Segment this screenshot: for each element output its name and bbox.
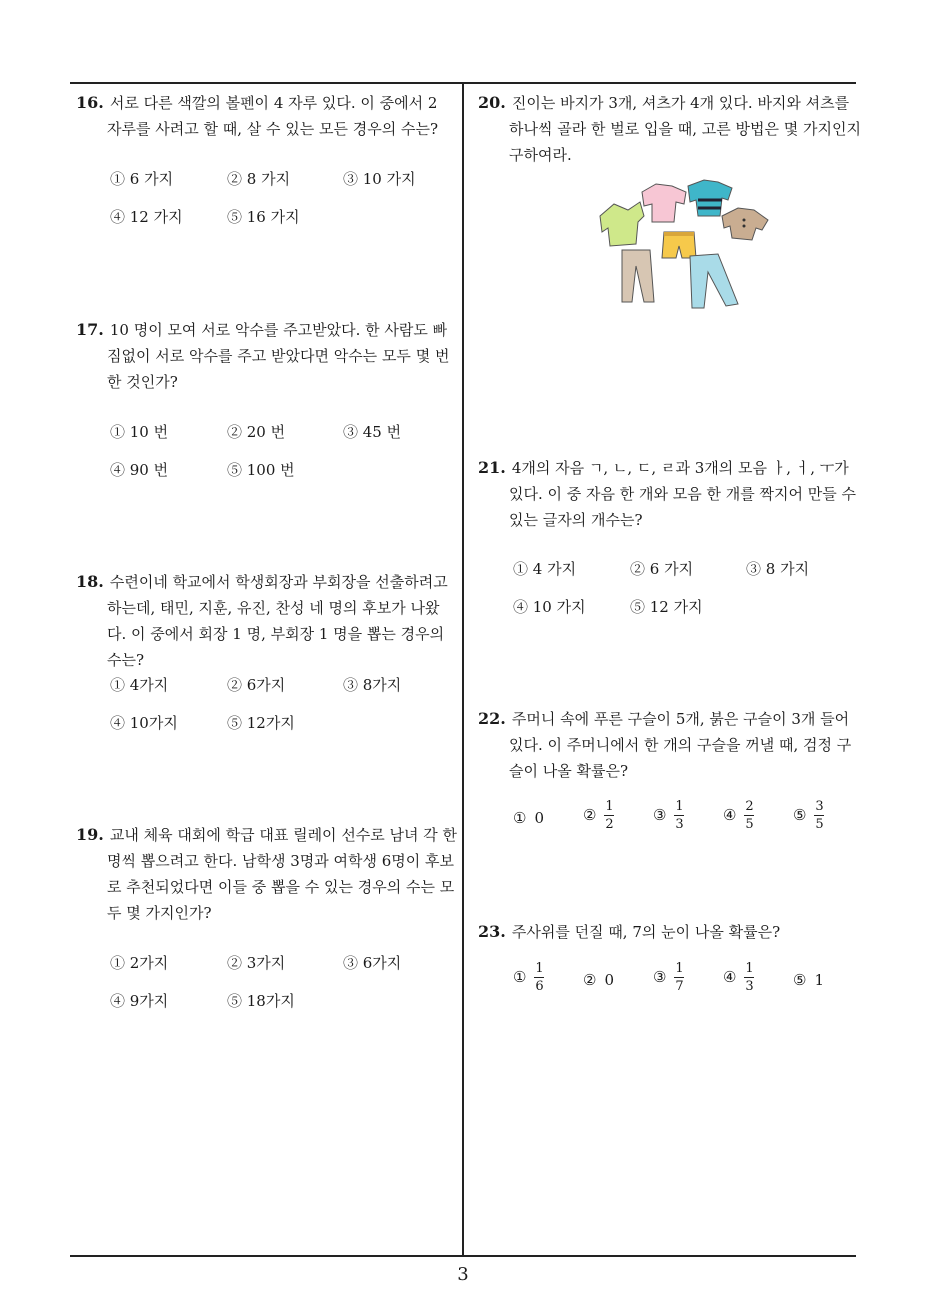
option-4[interactable]: ④ $\frac{1}{3}$: [723, 961, 754, 994]
option-1[interactable]: ① 2가지: [110, 954, 169, 972]
option-3[interactable]: ③ 8 가지: [746, 560, 810, 578]
tan-shirt: [722, 208, 768, 240]
fraction: $\frac{1}{6}$: [535, 961, 544, 994]
blue-pants: [690, 254, 738, 308]
question-17: [76, 317, 456, 395]
option-2[interactable]: ② 6가지: [227, 676, 286, 694]
question-23: [478, 919, 862, 945]
bottom-rule: [70, 1255, 856, 1257]
option-1[interactable]: ① 6 가지: [110, 170, 174, 188]
option-1[interactable]: ① 4가지: [110, 676, 169, 694]
fraction: $\frac{3}{5}$: [815, 799, 824, 832]
option-5[interactable]: ⑤ 1: [793, 971, 824, 989]
question-text: 10 명이 모여 서로 악수를 주고받았다. 한 사람도 빠짐없이 서로 악수를 주고 받았다면 악수는 모두 몇 번 한 것인가?: [107, 321, 450, 391]
option-2[interactable]: ② 3가지: [227, 954, 286, 972]
option-3[interactable]: ③ 45 번: [343, 423, 402, 441]
option-3[interactable]: ③ 6가지: [343, 954, 402, 972]
question-21: [478, 455, 862, 533]
question-18: [76, 569, 458, 673]
option-4[interactable]: ④ 9가지: [110, 992, 169, 1010]
clothes-illustration: [592, 176, 772, 312]
option-3[interactable]: ③ 8가지: [343, 676, 402, 694]
option-5[interactable]: ⑤ 12 가지: [630, 598, 703, 616]
question-number: 19.: [76, 825, 104, 844]
option-4[interactable]: ④ 90 번: [110, 461, 169, 479]
option-2[interactable]: ② 6 가지: [630, 560, 694, 578]
fraction: $\frac{1}{7}$: [675, 961, 684, 994]
option-4[interactable]: ④ 10가지: [110, 714, 178, 732]
question-text: 진이는 바지가 3개, 셔츠가 4개 있다. 바지와 셔츠를 하나씩 골라 한 벌로 입을 때, 고른 방법은 몇 가지인지 구하여라.: [509, 94, 861, 164]
question-19: [76, 822, 458, 926]
question-number: 16.: [76, 93, 104, 112]
option-4[interactable]: ④ $\frac{2}{5}$: [723, 799, 754, 832]
question-text: 서로 다른 색깔의 볼펜이 4 자루 있다. 이 중에서 2 자루를 사려고 할 때, 살 수 있는 모든 경우의 수는?: [107, 94, 439, 138]
page-number: 3: [457, 1264, 469, 1285]
option-2[interactable]: ② $\frac{1}{2}$: [583, 799, 614, 832]
tan-pants: [622, 250, 654, 302]
question-20: [478, 90, 862, 168]
fraction: $\frac{1}{3}$: [745, 961, 754, 994]
option-3[interactable]: ③ 10 가지: [343, 170, 416, 188]
question-text: 주사위를 던질 때, 7의 눈이 나올 확률은?: [511, 923, 781, 941]
blue-shirt: [688, 180, 732, 216]
option-1[interactable]: ① 10 번: [110, 423, 169, 441]
question-number: 22.: [478, 709, 506, 728]
fraction: $\frac{1}{3}$: [675, 799, 684, 832]
fraction: $\frac{2}{5}$: [745, 799, 754, 832]
question-number: 21.: [478, 458, 506, 477]
column-divider: [462, 82, 464, 1256]
question-number: 18.: [76, 572, 104, 591]
question-text: 교내 체육 대회에 학급 대표 릴레이 선수로 남녀 각 한 명씩 뽑으려고 한다. 남학생 3명과 여학생 6명이 후보로 추천되었다면 이들 중 뽑을 수 있는 경우의 수는 모두 몇 가지인가?: [107, 826, 458, 922]
option-4[interactable]: ④ 10 가지: [513, 598, 586, 616]
option-5[interactable]: ⑤ 100 번: [227, 461, 295, 479]
option-5[interactable]: ⑤ 16 가지: [227, 208, 300, 226]
question-number: 20.: [478, 93, 506, 112]
option-2[interactable]: ② 0: [583, 971, 614, 989]
question-16: [76, 90, 456, 142]
option-5[interactable]: ⑤ 12가지: [227, 714, 295, 732]
option-2[interactable]: ② 8 가지: [227, 170, 291, 188]
pink-shirt: [642, 184, 686, 222]
option-5[interactable]: ⑤ 18가지: [227, 992, 295, 1010]
option-1[interactable]: ① $\frac{1}{6}$: [513, 961, 544, 994]
green-shirt: [600, 202, 644, 246]
option-1[interactable]: ① 4 가지: [513, 560, 577, 578]
fraction: $\frac{1}{2}$: [605, 799, 614, 832]
option-5[interactable]: ⑤ $\frac{3}{5}$: [793, 799, 824, 832]
option-1[interactable]: ① 0: [513, 809, 544, 827]
question-22: [478, 706, 862, 784]
question-text: 주머니 속에 푸른 구슬이 5개, 붉은 구슬이 3개 들어 있다. 이 주머니에서 한 개의 구슬을 꺼낼 때, 검정 구슬이 나올 확률은?: [509, 710, 852, 780]
question-number: 17.: [76, 320, 104, 339]
option-4[interactable]: ④ 12 가지: [110, 208, 183, 226]
option-2[interactable]: ② 20 번: [227, 423, 286, 441]
option-3[interactable]: ③ $\frac{1}{3}$: [653, 799, 684, 832]
question-text: 4개의 자음 ㄱ, ㄴ, ㄷ, ㄹ과 3개의 모음 ㅏ, ㅓ, ㅜ가 있다. 이 중 자음 한 개와 모음 한 개를 짝지어 만들 수 있는 글자의 개수는?: [509, 459, 857, 529]
option-3[interactable]: ③ $\frac{1}{7}$: [653, 961, 684, 994]
question-text: 수련이네 학교에서 학생회장과 부회장을 선출하려고 하는데, 태민, 지훈, 유진, 찬성 네 명의 후보가 나왔다. 이 중에서 회장 1 명, 부회장 1 명을 뽑는 경우의 수는?: [107, 573, 448, 669]
question-number: 23.: [478, 922, 506, 941]
